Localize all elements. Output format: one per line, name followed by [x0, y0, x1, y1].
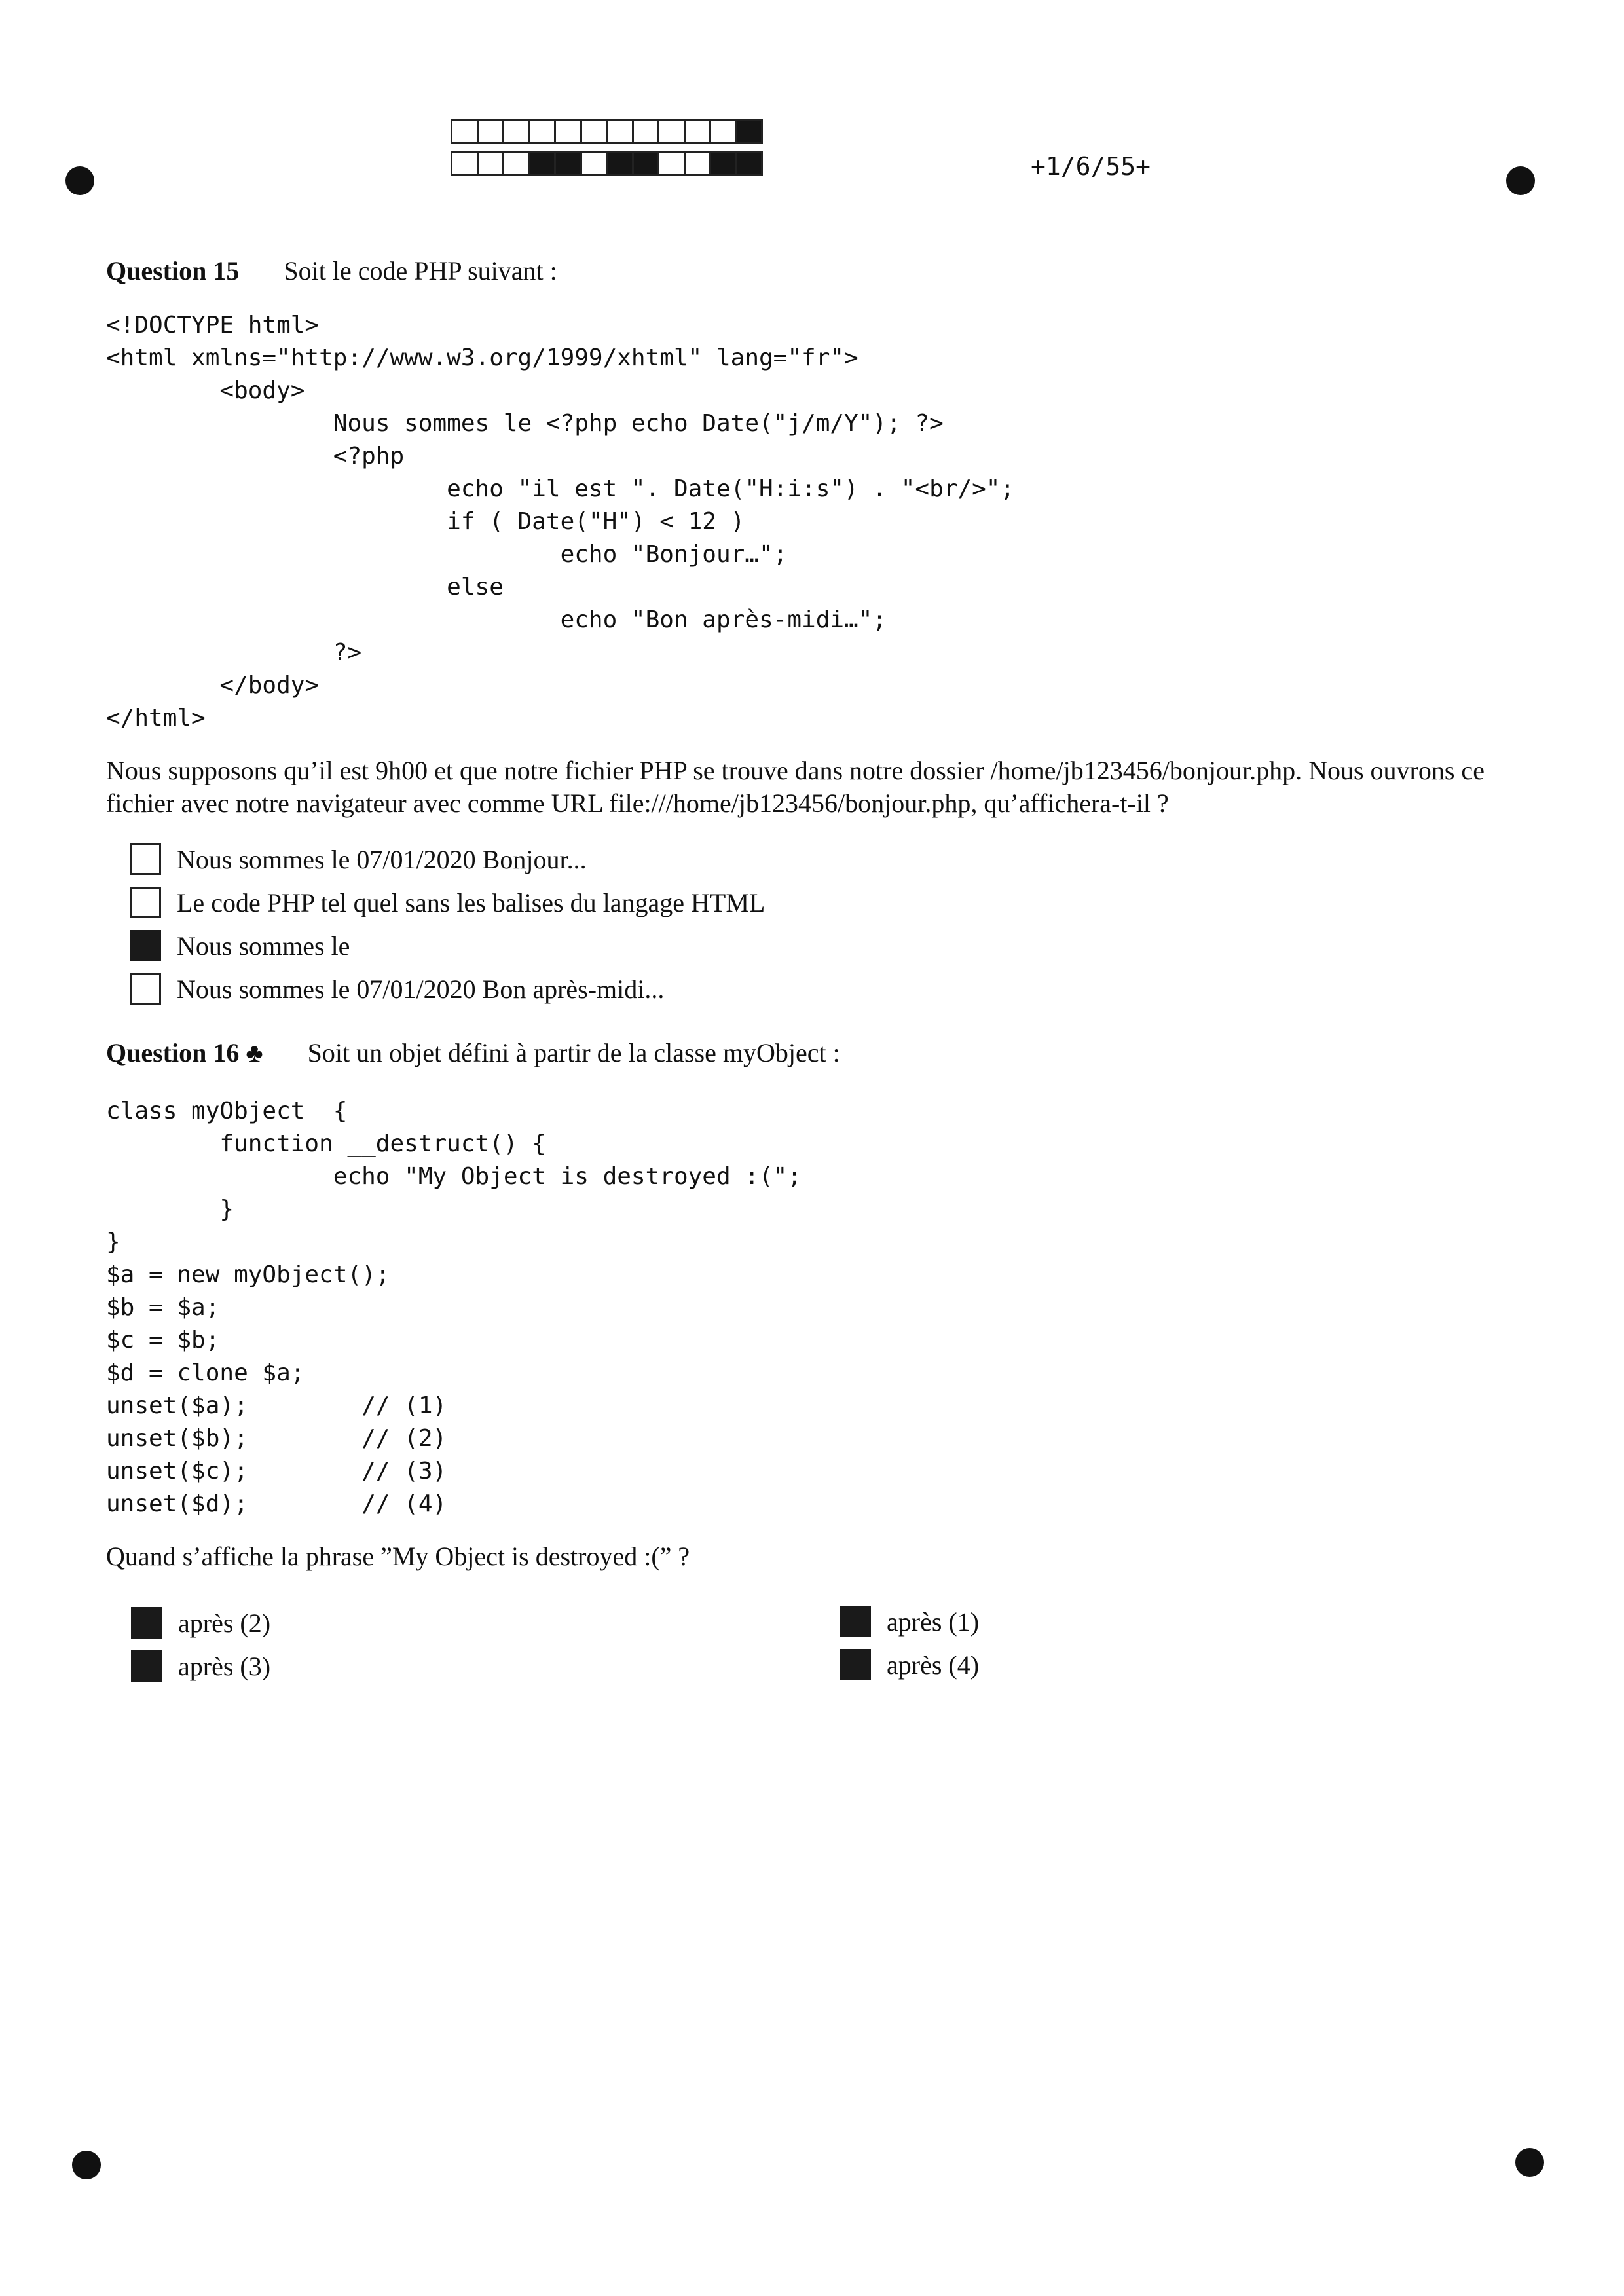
question-15-text: Nous supposons qu’il est 9h00 et que notre fichier PHP se trouve dans notre dossier /home/jb123456/bonjour.php. Nous ouvrons ce fichier avec notre navigateur avec comme URL file:///home/jb123456/bonjour.php, qu’affichera-t-il ? — [106, 756, 1485, 818]
q16-option-2[interactable] — [131, 1650, 270, 1682]
barcode-cell — [632, 119, 660, 144]
barcode-cell — [684, 151, 712, 176]
question-16-prompt: Soit un objet défini à partir de la classe myObject : — [307, 1038, 840, 1067]
checkbox[interactable] — [131, 1650, 162, 1682]
q16-option-4[interactable] — [840, 1649, 979, 1680]
club-icon: ♣ — [246, 1038, 263, 1067]
question-15-prompt: Soit le code PHP suivant : — [284, 256, 557, 286]
checkbox[interactable] — [130, 973, 161, 1005]
q16-option-3[interactable] — [840, 1606, 979, 1637]
question-16-code: class myObject { function __destruct() { echo "My Object is destroyed :("; } } $a = new myObject(); $b = $a; $c = $b; $d = clone $a; unset($a); // (1) unset($b); // (2) unset($c); // (3) unset($d); // (4) — [106, 1098, 802, 1517]
barcode-cell — [709, 119, 737, 144]
q15-option-1[interactable] — [130, 843, 587, 875]
barcode-cell — [606, 119, 634, 144]
barcode-cell — [502, 119, 530, 144]
checkbox[interactable] — [130, 843, 161, 875]
option-label: Nous sommes le 07/01/2020 Bon après-midi... — [177, 974, 665, 1004]
barcode-cell — [554, 151, 582, 176]
barcode-cell — [657, 119, 686, 144]
question-16-header — [106, 1037, 840, 1068]
barcode-cell — [632, 151, 660, 176]
option-label: après (1) — [887, 1606, 980, 1637]
checkbox[interactable] — [130, 930, 161, 961]
q16-option-1[interactable] — [131, 1607, 270, 1639]
barcode-cell — [684, 119, 712, 144]
question-15-header — [106, 255, 557, 286]
barcode-cell — [709, 151, 737, 176]
checkbox[interactable] — [131, 1607, 162, 1639]
barcode-cell — [451, 151, 479, 176]
barcode-row-bottom — [451, 151, 761, 176]
barcode-cell — [528, 119, 557, 144]
barcode-cell — [554, 119, 582, 144]
registration-mark-bottom-left — [72, 2151, 101, 2179]
barcode-cell — [735, 151, 764, 176]
barcode-row-top — [451, 119, 761, 144]
registration-mark-top-right — [1506, 166, 1535, 195]
q15-option-2[interactable] — [130, 887, 765, 918]
barcode-cell — [502, 151, 530, 176]
barcode-cell — [657, 151, 686, 176]
option-label: Le code PHP tel quel sans les balises du langage HTML — [177, 887, 766, 917]
option-label: Nous sommes le — [177, 931, 350, 961]
option-label: après (2) — [178, 1608, 271, 1638]
option-label: Nous sommes le 07/01/2020 Bonjour... — [177, 844, 587, 874]
question-15-label: Question 15 — [106, 256, 240, 286]
checkbox[interactable] — [130, 887, 161, 918]
barcode-cell — [477, 119, 505, 144]
barcode-cell — [735, 119, 764, 144]
barcode-cell — [580, 119, 608, 144]
question-16-text: Quand s’affiche la phrase ”My Object is destroyed :(” ? — [106, 1542, 690, 1571]
registration-mark-top-left — [65, 166, 94, 195]
question-15-code: <!DOCTYPE html> <html xmlns="http://www.w3.org/1999/xhtml" lang="fr"> <body> Nous sommes le <?php echo Date("j/m/Y"); ?> <?php echo "il est ". Date("H:i:s") . "<br/>"; if ( Date("H") < 12 ) echo "Bonjour…"; else echo "Bon après-midi…"; ?> </body> </html> — [106, 312, 1015, 731]
barcode-cell — [606, 151, 634, 176]
question-16-label: Question 16 ♣ — [106, 1038, 263, 1067]
option-label: après (4) — [887, 1650, 980, 1680]
checkbox[interactable] — [840, 1649, 871, 1680]
barcode-cell — [580, 151, 608, 176]
option-label: après (3) — [178, 1651, 271, 1681]
barcode-cell — [528, 151, 557, 176]
q15-option-3[interactable] — [130, 930, 350, 961]
page-id: +1/6/55+ — [1031, 152, 1151, 181]
barcode-cell — [477, 151, 505, 176]
checkbox[interactable] — [840, 1606, 871, 1637]
q15-option-4[interactable] — [130, 973, 664, 1005]
barcode-cell — [451, 119, 479, 144]
registration-mark-bottom-right — [1515, 2148, 1544, 2177]
